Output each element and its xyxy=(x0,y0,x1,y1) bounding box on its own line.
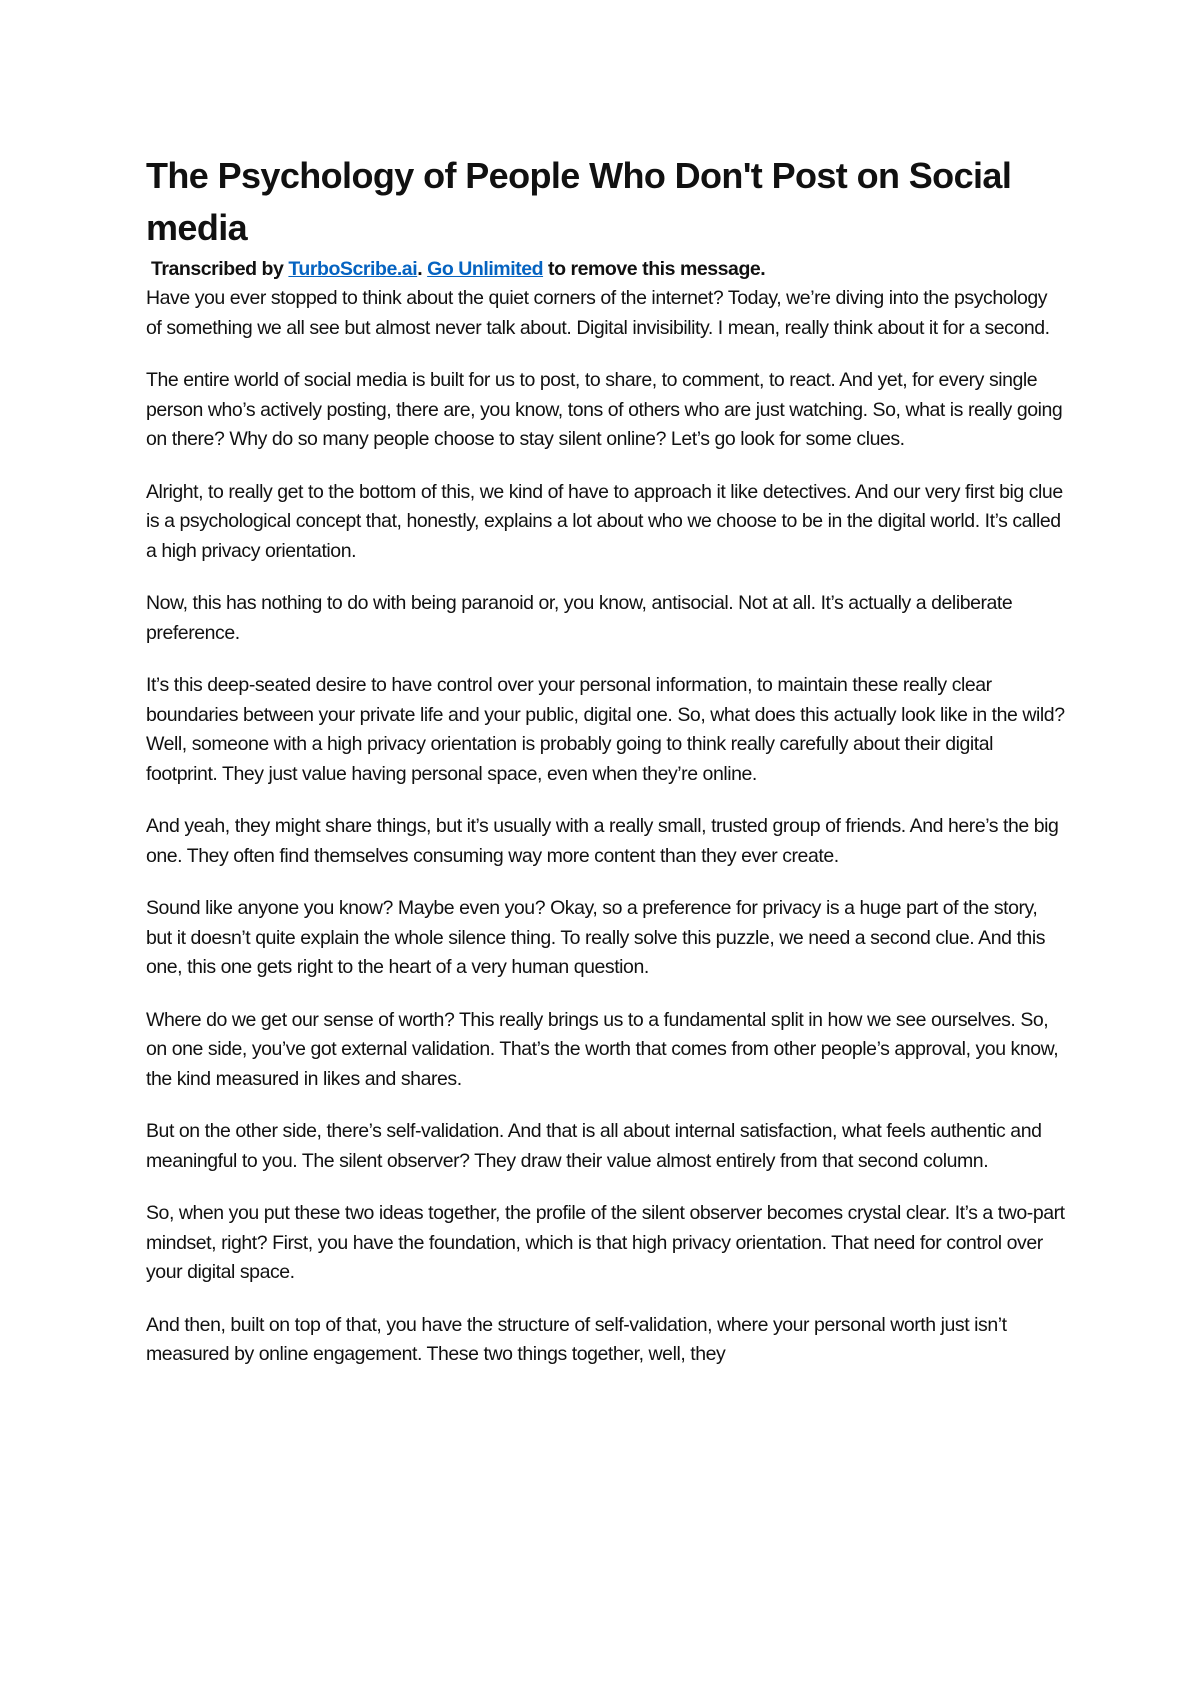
banner-separator: . xyxy=(417,258,428,280)
paragraph: Have you ever stopped to think about the quiet corners of the internet? Today, we’re diving into the psychology of something we all see but almost never talk about. Digital invisibility. I mean, really think about it for a second. xyxy=(146,287,1050,339)
paragraph: But on the other side, there’s self-validation. And that is all about internal satisfaction, what feels authentic and meaningful to you. The silent observer? They draw their value almost entirely from that second column. xyxy=(146,1120,1042,1172)
document-title: The Psychology of People Who Don't Post on Social media xyxy=(146,155,1012,248)
transcript-paragraphs xyxy=(146,284,1066,1370)
paragraph: Where do we get our sense of worth? This really brings us to a fundamental split in how we see ourselves. So, on one side, you’ve got external validation. That’s the worth that comes from other people’s approval, you know, the kind measured in likes and shares. xyxy=(146,1008,1059,1090)
paragraph: And yeah, they might share things, but it’s usually with a really small, trusted group of friends. And here’s the big one. They often find themselves consuming way more content than they ever create. xyxy=(146,815,1059,867)
paragraph: So, when you put these two ideas together, the profile of the silent observer becomes crystal clear. It’s a two-part mindset, right? First, you have the foundation, which is that high privacy orientation. That need for control over your digital space. xyxy=(146,1202,1065,1283)
paragraph: Alright, to really get to the bottom of this, we kind of have to approach it like detectives. And our very first big clue is a psychological concept that, honestly, explains a lot about who we choose to be in the digital world. It’s called a high privacy orientation. xyxy=(146,480,1063,562)
paragraph: And then, built on top of that, you have the structure of self-validation, where your personal worth just isn’t measured by online engagement. These two things together, well, they xyxy=(146,1313,1007,1365)
document-body xyxy=(146,150,1066,1393)
go-unlimited-link[interactable]: Go Unlimited xyxy=(427,258,544,280)
transcription-banner xyxy=(151,254,1066,284)
banner-prefix: Transcribed by xyxy=(151,258,289,280)
paragraph: It’s this deep-seated desire to have control over your personal information, to maintain these really clear boundaries between your private life and your public, digital one. So, what does this actually look like in the wild? Well, someone with a high privacy orientation is probably going to think really carefully about their digital footprint. They just value having personal space, even when they’re online. xyxy=(146,674,1065,785)
paragraph: Sound like anyone you know? Maybe even you? Okay, so a preference for privacy is a huge part of the story, but it doesn’t quite explain the whole silence thing. To really solve this puzzle, we need a second clue. And this one, this one gets right to the heart of a very human question. xyxy=(146,897,1046,978)
banner-suffix: to remove this message. xyxy=(543,258,766,280)
paragraph: The entire world of social media is built for us to post, to share, to comment, to react. And yet, for every single person who’s actively posting, there are, you know, tons of others who are just watching. So, what is really going on there? Why do so many people choose to stay silent online? Let’s go look for some clues. xyxy=(146,369,1063,450)
turboscribe-link[interactable]: TurboScribe.ai xyxy=(288,258,418,280)
paragraph: Now, this has nothing to do with being paranoid or, you know, antisocial. Not at all. It’s actually a deliberate preference. xyxy=(146,592,1013,644)
